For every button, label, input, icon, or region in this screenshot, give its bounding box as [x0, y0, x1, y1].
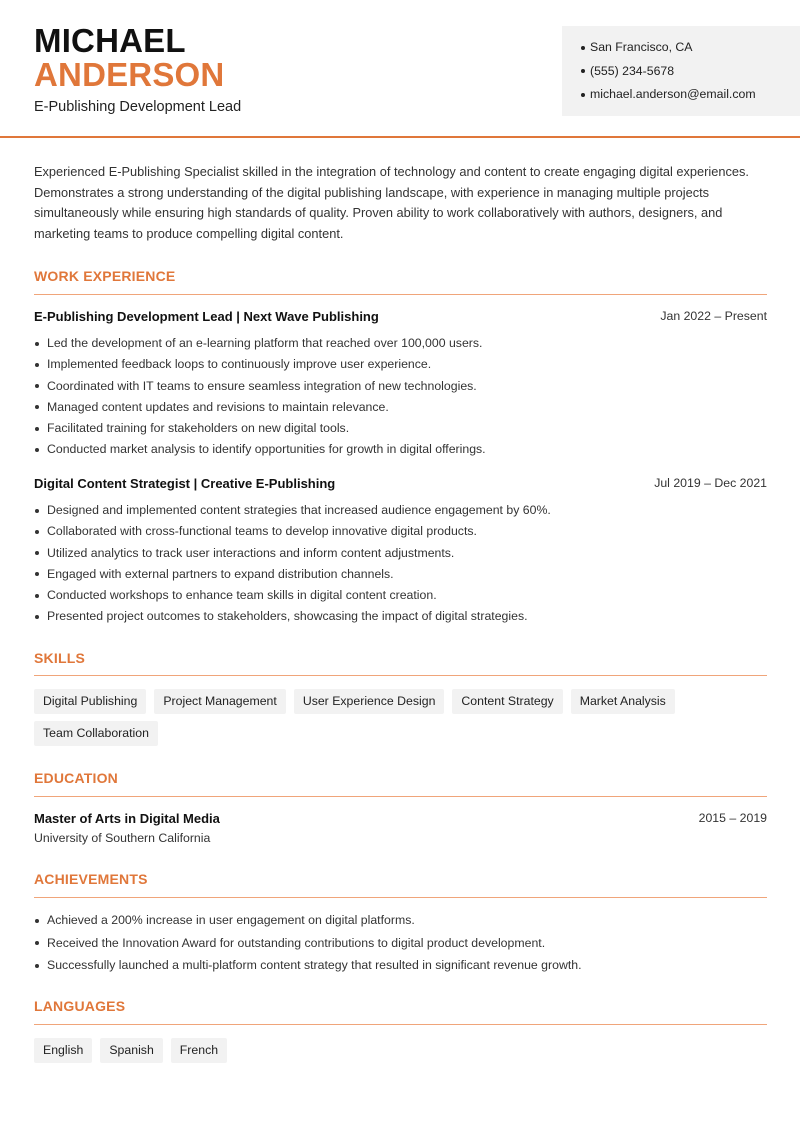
section-title-achievements: ACHIEVEMENTS [34, 871, 148, 887]
section-title-languages: LANGUAGES [34, 998, 126, 1014]
section-divider [34, 675, 767, 676]
section-divider [34, 294, 767, 295]
skill-chip: Digital Publishing [34, 689, 146, 714]
first-name: MICHAEL [34, 22, 186, 59]
list-item: Conducted market analysis to identify opportunities for growth in digital offerings. [34, 441, 767, 462]
skill-chip: User Experience Design [294, 689, 445, 714]
resume-header [0, 0, 800, 138]
list-item: Presented project outcomes to stakeholders, showcasing the impact of digital strategies. [34, 608, 767, 629]
job-heading [34, 476, 767, 494]
list-item: Engaged with external partners to expand distribution channels. [34, 566, 767, 587]
list-item: Designed and implemented content strategies that increased audience engagement by 60%. [34, 502, 767, 523]
contact-location: San Francisco, CA [582, 39, 800, 63]
section-divider [34, 796, 767, 797]
skill-chip: Market Analysis [571, 689, 675, 714]
education-heading [34, 811, 767, 829]
job-bullets [34, 502, 767, 630]
education-date: 2015 – 2019 [698, 811, 767, 825]
list-item: Coordinated with IT teams to ensure seamless integration of new technologies. [34, 378, 767, 399]
job-heading [34, 309, 767, 327]
contact-phone: (555) 234-5678 [582, 63, 800, 87]
degree: Master of Arts in Digital Media [34, 811, 220, 826]
section-title-education: EDUCATION [34, 770, 118, 786]
list-item: Implemented feedback loops to continuously improve user experience. [34, 356, 767, 377]
list-item: Facilitated training for stakeholders on new digital tools. [34, 420, 767, 441]
language-chip: English [34, 1038, 92, 1063]
list-item: Collaborated with cross-functional teams to develop innovative digital products. [34, 523, 767, 544]
skills-list [34, 689, 774, 746]
languages-list [34, 1038, 774, 1063]
job-role: E-Publishing Development Lead | Next Wave Publishing [34, 309, 379, 324]
achievements-list [34, 912, 767, 980]
list-item: Led the development of an e-learning platform that reached over 100,000 users. [34, 335, 767, 356]
skill-chip: Content Strategy [452, 689, 562, 714]
section-divider [34, 1024, 767, 1025]
job-title: E-Publishing Development Lead [34, 99, 242, 115]
job-date: Jul 2019 – Dec 2021 [654, 476, 767, 490]
last-name: ANDERSON [34, 56, 225, 93]
contact-box [562, 26, 800, 116]
language-chip: French [171, 1038, 227, 1063]
list-item: Received the Innovation Award for outstanding contributions to digital product development. [34, 935, 767, 958]
language-chip: Spanish [100, 1038, 162, 1063]
job-date: Jan 2022 – Present [660, 309, 767, 323]
list-item: Successfully launched a multi-platform content strategy that resulted in significant revenue growth. [34, 957, 767, 980]
list-item: Achieved a 200% increase in user engagement on digital platforms. [34, 912, 767, 935]
list-item: Utilized analytics to track user interactions and inform content adjustments. [34, 545, 767, 566]
skill-chip: Team Collaboration [34, 721, 158, 746]
list-item: Managed content updates and revisions to maintain relevance. [34, 399, 767, 420]
job-role: Digital Content Strategist | Creative E-Publishing [34, 476, 336, 491]
skill-chip: Project Management [154, 689, 285, 714]
section-title-work: WORK EXPERIENCE [34, 268, 176, 284]
section-divider [34, 897, 767, 898]
contact-email[interactable]: michael.anderson@email.com [582, 86, 800, 110]
school: University of Southern California [34, 831, 211, 845]
section-title-skills: SKILLS [34, 650, 85, 666]
summary: Experienced E-Publishing Specialist skilled in the integration of technology and content to create engaging digital experiences. Demonstrates a strong understanding of the digital publishing landscape, with experience in managing multiple projects simultaneously while ensuring high standards of quality. Proven ability to work collaboratively with authors, designers, and marketing teams to produce compelling digital content. [34, 164, 749, 241]
job-bullets [34, 335, 767, 463]
list-item: Conducted workshops to enhance team skills in digital content creation. [34, 587, 767, 608]
